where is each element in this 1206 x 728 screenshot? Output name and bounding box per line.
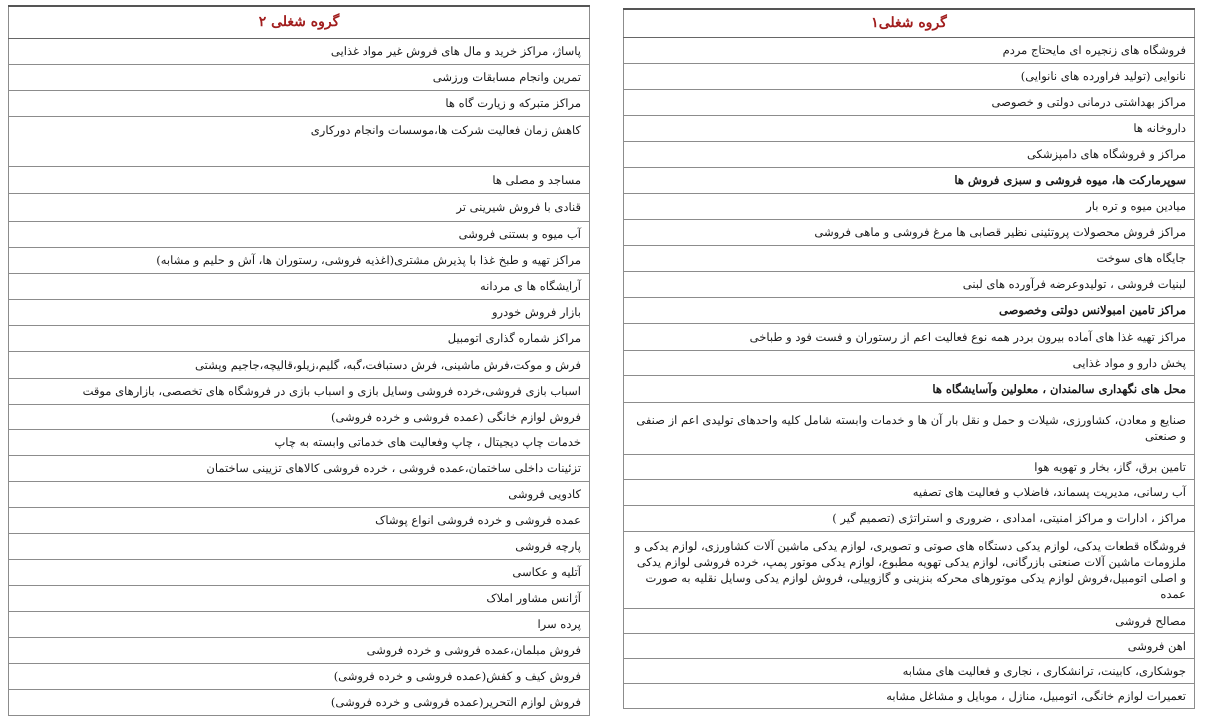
group-2-row: تزئینات داخلی ساختمان،عمده فروشی ، خرده فروشی کالاهای تزیینی ساختمان: [9, 455, 590, 481]
occupation-group-1-table: [623, 8, 1195, 709]
group-1-row: مراکز ، ادارات و مراکز امنیتی، امدادی ، ضروری و استراتژی (تصمیم گیر ): [624, 505, 1195, 531]
group-2-row: فروش کیف و کفش(عمده فروشی و خرده فروشی): [9, 663, 590, 689]
group-2-row: خدمات چاپ دیجیتال ، چاپ وفعالیت های خدماتی وابسته به چاپ: [9, 429, 590, 455]
group-1-row: مراکز بهداشتی درمانی دولتی و خصوصی: [624, 89, 1195, 115]
group-2-row: آرایشگاه ها ی مردانه: [9, 273, 590, 299]
group-2-row: فروش لوازم خانگی (عمده فروشی و خرده فروشی): [9, 404, 590, 429]
group-2-row: قنادی با فروش شیرینی تر: [9, 193, 590, 221]
group-2-row: تمرین وانجام مسابقات ورزشی: [9, 64, 590, 90]
group-2-row: پرده سرا: [9, 611, 590, 637]
group-2-row: مراکز متبرکه و زیارت گاه ها: [9, 90, 590, 116]
group-1-row: لبنیات فروشی ، تولیدوعرضه فرآورده های لبنی: [624, 271, 1195, 297]
group-2-row: مساجد و مصلی ها: [9, 166, 590, 193]
group-1-row: میادین میوه و تره بار: [624, 193, 1195, 219]
group-2-row: عمده فروشی و خرده فروشی انواع پوشاک: [9, 507, 590, 533]
group-2-row: آب میوه و بستنی فروشی: [9, 221, 590, 247]
group-2-row: کاهش زمان فعالیت شرکت ها،موسسات وانجام دورکاری: [9, 116, 590, 166]
group-1-row: تامین برق، گاز، بخار و تهویه هوا: [624, 454, 1195, 479]
group-2-row: آتلیه و عکاسی: [9, 559, 590, 585]
group-1-row: فروشگاه قطعات یدکی، لوازم یدکی دستگاه های صوتی و تصویری، لوازم یدکی ماشین آلات کشاورزی، لوازم یدکی و ملزومات ماشین آلات صنعتی بازرگانی، لوازم یدکی تهویه مطبوع، لوازم یدکی موتور پمپ، خرده فروشی لوازم یدکی و اصلی اتومبیل،فروش لوازم یدکی موتورهای محرکه بنزینی و گازوییلی، فروش لوازم یدکی وسایل نقلیه به صورت عمده: [624, 531, 1195, 608]
group-1-row: محل های نگهداری سالمندان ، معلولین وآسایشگاه ها: [624, 375, 1195, 402]
group-2-row: بازار فروش خودرو: [9, 299, 590, 325]
group-1-row: فروشگاه های زنجیره ای مایحتاج مردم: [624, 37, 1195, 63]
group-2-row: پارچه فروشی: [9, 533, 590, 559]
group-1-row: مراکز تهیه غذا های آماده بیرون بردر همه نوع فعالیت اعم از رستوران و فست فود و طباخی: [624, 323, 1195, 350]
group-1-row: سوپرمارکت ها، میوه فروشی و سبزی فروش ها: [624, 167, 1195, 193]
group-2-row: اسباب بازی فروشی،خرده فروشی وسایل بازی و اسباب بازی در فروشگاه های تخصصی، بازارهای موقت: [9, 378, 590, 404]
group-1-row: جوشکاری، کابینت، ترانشکاری ، نجاری و فعالیت های مشابه: [624, 658, 1195, 683]
group-1-row: جایگاه های سوخت: [624, 245, 1195, 271]
group-2-row: فروش مبلمان،عمده فروشی و خرده فروشی: [9, 637, 590, 663]
group-1-row: نانوایی (تولید فراورده های نانوایی): [624, 63, 1195, 89]
group-2-row: فروش لوازم التحریر(عمده فروشی و خرده فروشی): [9, 689, 590, 715]
group-2-row: مراکز تهیه و طبخ غذا با پذیرش مشتری(اغذیه فروشی، رستوران ها، آش و حلیم و مشابه): [9, 247, 590, 273]
group-1-row: مراکز تامین امبولانس دولتی وخصوصی: [624, 297, 1195, 323]
group-1-title: گروه شغلی۱: [624, 9, 1195, 37]
group-1-row: مصالح فروشی: [624, 608, 1195, 633]
group-2-row: آژانس مشاور املاک: [9, 585, 590, 611]
group-1-row: اهن فروشی: [624, 633, 1195, 658]
group-2-row: فرش و موکت،فرش ماشینی، فرش دستبافت،گبه، گلیم،زیلو،قالیچه،جاجیم وپشتی: [9, 351, 590, 378]
group-2-title: گروه شغلی ۲: [9, 6, 590, 38]
group-2-row: مراکز شماره گذاری اتومبیل: [9, 325, 590, 351]
group-1-row: مراکز و فروشگاه های دامپزشکی: [624, 141, 1195, 167]
group-1-row: آب رسانی، مدیریت پسماند، فاضلاب و فعالیت های تصفیه: [624, 479, 1195, 505]
group-1-row: مراکز فروش محصولات پروتئینی نظیر قصابی ها مرغ فروشی و ماهی فروشی: [624, 219, 1195, 245]
group-1-row: صنایع و معادن، کشاورزی، شیلات و حمل و نقل بار آن ها و خدمات وابسته شامل کلیه واحدهای تولیدی اعم از صنفی و صنعتی: [624, 402, 1195, 454]
group-2-row: کادویی فروشی: [9, 481, 590, 507]
group-1-row: تعمیرات لوازم خانگی، اتومبیل، منازل ، موبایل و مشاغل مشابه: [624, 683, 1195, 708]
group-1-row: داروخانه ها: [624, 115, 1195, 141]
group-2-row: پاساژ، مراکز خرید و مال های فروش غیر مواد غذایی: [9, 38, 590, 64]
group-1-row: پخش دارو و مواد غذایی: [624, 350, 1195, 375]
occupation-group-2-table: [8, 5, 590, 716]
